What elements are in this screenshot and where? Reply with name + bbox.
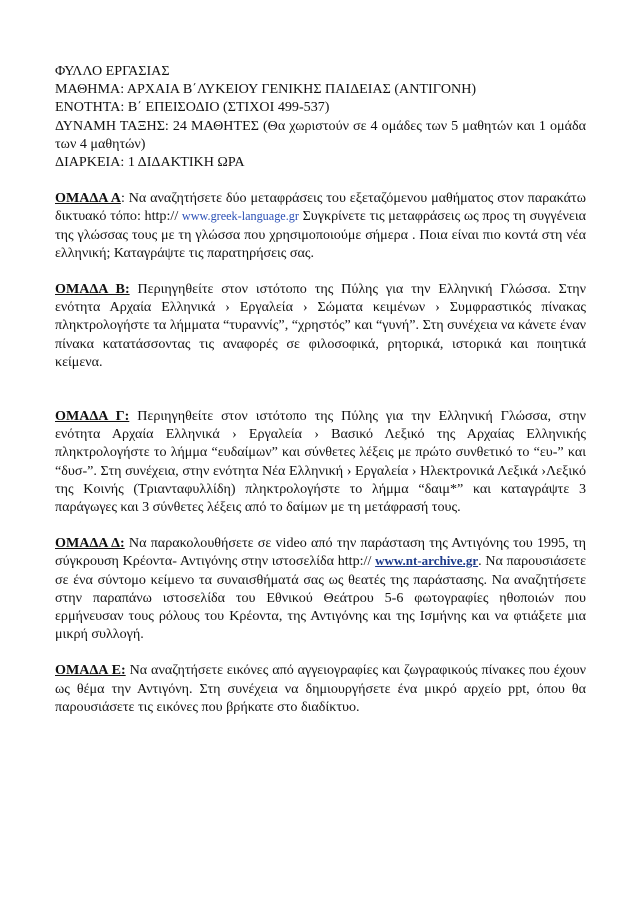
header-class-size: ΔΥΝΑΜΗ ΤΑΞΗΣ: 24 ΜΑΘΗΤΕΣ (Θα χωριστούν σε 4 ομάδες των 5 μαθητών και 1 ομάδα των 4 μαθητών) [55,117,586,152]
group-b-title: ΟΜΑΔΑ Β: [55,281,130,298]
header-subject: ΜΑΘΗΜΑ: ΑΡΧΑΙΑ Β΄ΛΥΚΕΙΟΥ ΓΕΝΙΚΗΣ ΠΑΙΔΕΙΑΣ (ΑΝΤΙΓΟΝΗ) [55,81,477,98]
group-c-section [55,407,586,516]
group-a-text: : Να αναζητήσετε δύο μεταφράσεις του εξεταζόμενου μαθήματος στον παρακάτω δικτυακό τόπο: http:// [55,190,586,225]
group-a-section [55,189,586,262]
nt-archive-link[interactable]: www.nt-archive.gr [375,553,479,569]
group-d-text-continued: . Να παρουσιάσετε σε ένα σύντομο κείμενο τα συναισθήματά σας ως θεατές της παράστασης. Να αναζητήσετε στην παραπάνω ιστοσελίδα του Εθνικού Θεάτρου 5-6 φωτογραφίες ηθοποιών που ερμήνευσαν τους ρόλους του Κρέοντα, της Αντιγόνης και της Ισμήνης και να φτιάξετε μια μικρή συλλογή. [55,553,586,643]
greek-language-link[interactable]: www.greek-language.gr [181,209,299,224]
worksheet-header [55,62,586,171]
group-d-section [55,534,586,643]
header-unit: ΕΝΟΤΗΤΑ: Β΄ ΕΠΕΙΣΟΔΙΟ (ΣΤΙΧΟΙ 499-537) [55,99,330,116]
group-b-text: Περιηγηθείτε στον ιστότοπο της Πύλης για την Ελληνική Γλώσσα. Στην ενότητα Αρχαία Ελληνικά › Εργαλεία › Σώματα κειμένων › Συμφραστικός πίνακας πληκτρολογήστε τα λήμματα “τυραννίς”, “χρηστός” και “γυνή”. Στη συνέχεια να κάνετε έναν πίνακα κατατάσσοντας τις αναφορές σε φιλοσοφικά, ρητορικά, ιστορικά και ποιητικά κείμενα. [55,281,587,370]
group-c-title: ΟΜΑΔΑ Γ: [55,408,130,425]
group-e-title: ΟΜΑΔΑ Ε: [55,662,126,679]
group-a-title: ΟΜΑΔΑ Α [55,190,121,207]
group-d-title: ΟΜΑΔΑ Δ: [55,535,125,552]
group-a-text-continued: Συγκρίνετε τις μεταφράσεις ως προς τη συγγένεια της γλώσσας τους με τη γλώσσα που χρησιμοποιούμε σήμερα . Ποια είναι πιο κοντά στη νέα ελληνική; Καταγράψτε τις παρατηρήσεις σας. [55,208,586,261]
worksheet-page [55,62,586,716]
group-e-text: Να αναζητήσετε εικόνες από αγγειογραφίες και ζωγραφικούς πίνακες που έχουν ως θέμα την Αντιγόνη. Στη συνέχεια να δημιουργήσετε ένα μικρό αρχείο ppt, όπου θα παρουσιάσετε τις εικόνες που βρήκατε στο διαδίκτυο. [55,662,587,715]
group-e-section [55,661,586,716]
header-duration: ΔΙΑΡΚΕΙΑ: 1 ΔΙΔΑΚΤΙΚΗ ΩΡΑ [55,154,245,171]
group-c-text: Περιηγηθείτε στον ιστότοπο της Πύλης για την Ελληνική Γλώσσα, στην ενότητα Αρχαία Ελληνικά › Εργαλεία › Βασικό Λεξικό της Αρχαίας Ελληνικής πληκτρολογήστε το λήμμα “ευδαίμων” και σύνθετες λέξεις με πρώτο συνθετικό το “ευ-” και “δυσ-”. Στη συνέχεια, στην ενότητα Νέα Ελληνική › Εργαλεία › Ηλεκτρονικά Λεξικά ›Λεξικό της Κοινής (Τριανταφυλλίδη) πληκτρολογήστε το λήμμα “δαιμ*” και καταγράψτε 3 παράγωγες και 3 σύνθετες λέξεις από το δαίμων με τη μετάφρασή τους. [55,408,586,516]
group-b-section [55,280,586,371]
header-title: ΦΥΛΛΟ ΕΡΓΑΣΙΑΣ [55,63,170,79]
group-d-text: Να παρακολουθήσετε σε video από την παράσταση της Αντιγόνης του 1995, τη σύγκρουση Κρέοντα- Αντιγόνης στην ιστοσελίδα http:// [55,535,586,570]
